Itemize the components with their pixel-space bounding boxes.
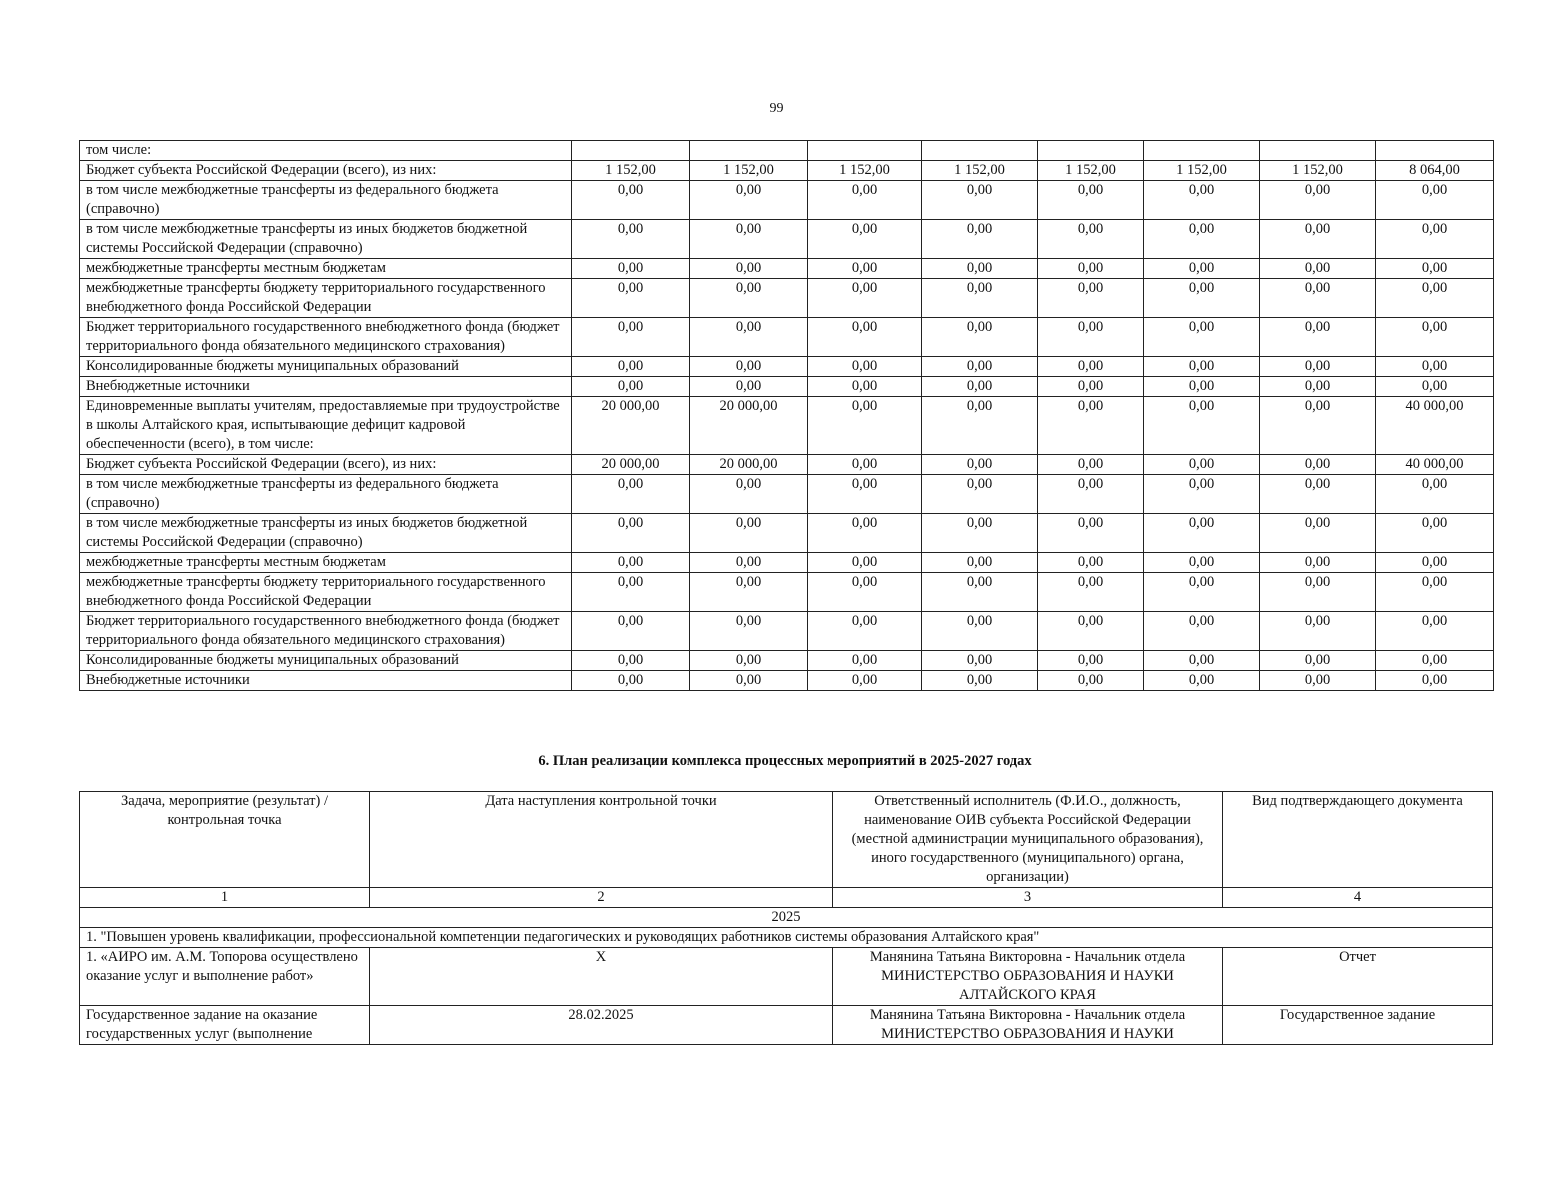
finance-value-cell: 0,00: [1144, 397, 1260, 455]
finance-value-cell: 0,00: [1260, 475, 1376, 514]
finance-value-cell: 0,00: [690, 357, 808, 377]
finance-value-cell: 0,00: [808, 651, 922, 671]
finance-value-cell: 0,00: [1260, 397, 1376, 455]
finance-value-cell: 1 152,00: [572, 161, 690, 181]
plan-row: [80, 1006, 1493, 1045]
finance-row-label: в том числе межбюджетные трансферты из федерального бюджета (справочно): [80, 475, 572, 514]
plan-cell-task: 1. «АИРО им. А.М. Топорова осуществлено оказание услуг и выполнение работ»: [80, 948, 370, 1006]
finance-row: [80, 377, 1494, 397]
finance-value-cell: 0,00: [572, 357, 690, 377]
finance-value-cell: 0,00: [690, 671, 808, 691]
finance-value-cell: 1 152,00: [808, 161, 922, 181]
finance-value-cell: 0,00: [1260, 318, 1376, 357]
finance-value-cell: 0,00: [690, 259, 808, 279]
column-number: 1: [80, 888, 370, 908]
finance-value-cell: 0,00: [1038, 553, 1144, 573]
finance-row-label: Внебюджетные источники: [80, 377, 572, 397]
finance-value-cell: 0,00: [572, 573, 690, 612]
finance-value-cell: 0,00: [572, 671, 690, 691]
finance-value-cell: 0,00: [808, 612, 922, 651]
finance-value-cell: [922, 141, 1038, 161]
finance-value-cell: [1376, 141, 1494, 161]
finance-row: [80, 651, 1494, 671]
responsible-name: Манянина Татьяна Викторовна - Начальник отдела: [869, 949, 1186, 965]
finance-value-cell: 0,00: [1038, 357, 1144, 377]
finance-value-cell: 0,00: [1144, 377, 1260, 397]
finance-value-cell: 0,00: [690, 181, 808, 220]
finance-value-cell: 0,00: [922, 651, 1038, 671]
finance-value-cell: 0,00: [1144, 612, 1260, 651]
finance-value-cell: 0,00: [690, 220, 808, 259]
responsible-org: МИНИСТЕРСТВО ОБРАЗОВАНИЯ И НАУКИ АЛТАЙСКОГО КРАЯ: [881, 968, 1174, 1003]
finance-value-cell: 0,00: [1144, 514, 1260, 553]
finance-value-cell: 0,00: [1144, 279, 1260, 318]
finance-value-cell: [690, 141, 808, 161]
year-cell: 2025: [80, 908, 1493, 928]
finance-row-label: том числе:: [80, 141, 572, 161]
finance-value-cell: 0,00: [690, 651, 808, 671]
finance-row-label: Бюджет территориального государственного внебюджетного фонда (бюджет территориального фонда обязательного медицинского страхования): [80, 612, 572, 651]
plan-cell-document: Отчет: [1223, 948, 1493, 1006]
finance-value-cell: 0,00: [690, 475, 808, 514]
finance-row-label: в том числе межбюджетные трансферты из иных бюджетов бюджетной системы Российской Федерации (справочно): [80, 514, 572, 553]
finance-value-cell: 20 000,00: [572, 397, 690, 455]
finance-value-cell: 0,00: [1376, 612, 1494, 651]
finance-row-label: Внебюджетные источники: [80, 671, 572, 691]
header-date: Дата наступления контрольной точки: [370, 792, 833, 888]
finance-value-cell: 0,00: [808, 455, 922, 475]
finance-value-cell: 0,00: [922, 357, 1038, 377]
finance-value-cell: 0,00: [1260, 181, 1376, 220]
finance-value-cell: 0,00: [1144, 220, 1260, 259]
finance-value-cell: 0,00: [1376, 259, 1494, 279]
finance-value-cell: 0,00: [808, 279, 922, 318]
finance-value-cell: 0,00: [1038, 377, 1144, 397]
finance-value-cell: 0,00: [1038, 671, 1144, 691]
finance-value-cell: 0,00: [1038, 259, 1144, 279]
finance-row: [80, 573, 1494, 612]
finance-value-cell: 0,00: [1144, 357, 1260, 377]
finance-row-label: межбюджетные трансферты местным бюджетам: [80, 553, 572, 573]
finance-value-cell: 0,00: [1038, 455, 1144, 475]
finance-row: [80, 553, 1494, 573]
finance-row: [80, 612, 1494, 651]
finance-value-cell: 0,00: [690, 377, 808, 397]
finance-value-cell: 0,00: [922, 279, 1038, 318]
finance-value-cell: 0,00: [1260, 553, 1376, 573]
finance-value-cell: 0,00: [1376, 318, 1494, 357]
finance-value-cell: 0,00: [1038, 279, 1144, 318]
finance-row-label: Бюджет территориального государственного внебюджетного фонда (бюджет территориального фонда обязательного медицинского страхования): [80, 318, 572, 357]
finance-row-label: Бюджет субъекта Российской Федерации (всего), из них:: [80, 161, 572, 181]
finance-row: [80, 671, 1494, 691]
finance-row: [80, 181, 1494, 220]
finance-value-cell: 0,00: [922, 220, 1038, 259]
finance-row: [80, 259, 1494, 279]
finance-value-cell: 0,00: [690, 553, 808, 573]
plan-cell-responsible: [833, 948, 1223, 1006]
header-document: Вид подтверждающего документа: [1223, 792, 1493, 888]
finance-value-cell: 0,00: [572, 651, 690, 671]
finance-value-cell: 0,00: [1144, 455, 1260, 475]
finance-value-cell: 0,00: [808, 553, 922, 573]
finance-row-label: межбюджетные трансферты местным бюджетам: [80, 259, 572, 279]
finance-value-cell: [1144, 141, 1260, 161]
finance-row-label: в том числе межбюджетные трансферты из иных бюджетов бюджетной системы Российской Федерации (справочно): [80, 220, 572, 259]
finance-row: [80, 514, 1494, 553]
finance-value-cell: 40 000,00: [1376, 397, 1494, 455]
finance-value-cell: 8 064,00: [1376, 161, 1494, 181]
finance-value-cell: 0,00: [1376, 573, 1494, 612]
finance-value-cell: 0,00: [1038, 651, 1144, 671]
task-cell: 1. "Повышен уровень квалификации, профессиональной компетенции педагогических и руководящих работников системы образования Алтайского края": [80, 928, 1493, 948]
finance-value-cell: 0,00: [1038, 514, 1144, 553]
finance-value-cell: 1 152,00: [690, 161, 808, 181]
finance-value-cell: 0,00: [1260, 455, 1376, 475]
plan-table: [79, 791, 1493, 1045]
finance-value-cell: [572, 141, 690, 161]
finance-value-cell: 0,00: [1260, 612, 1376, 651]
finance-row: [80, 141, 1494, 161]
plan-cell-date: X: [370, 948, 833, 1006]
responsible-org: МИНИСТЕРСТВО ОБРАЗОВАНИЯ И НАУКИ: [881, 1026, 1174, 1042]
finance-value-cell: 0,00: [572, 220, 690, 259]
finance-row-label: Единовременные выплаты учителям, предоставляемые при трудоустройстве в школы Алтайского края, испытывающие дефицит кадровой обеспеченности (всего), в том числе:: [80, 397, 572, 455]
finance-value-cell: 0,00: [572, 279, 690, 318]
finance-value-cell: 0,00: [690, 514, 808, 553]
finance-value-cell: 0,00: [572, 318, 690, 357]
finance-value-cell: 0,00: [1144, 318, 1260, 357]
finance-value-cell: 0,00: [1260, 220, 1376, 259]
header-task: Задача, мероприятие (результат) / контрольная точка: [80, 792, 370, 888]
finance-value-cell: 0,00: [1376, 514, 1494, 553]
page-number: 99: [769, 101, 784, 116]
finance-row: [80, 455, 1494, 475]
finance-value-cell: [1038, 141, 1144, 161]
finance-value-cell: 0,00: [1144, 671, 1260, 691]
finance-value-cell: 0,00: [1260, 377, 1376, 397]
finance-value-cell: 20 000,00: [572, 455, 690, 475]
finance-value-cell: 0,00: [808, 181, 922, 220]
finance-value-cell: 0,00: [690, 318, 808, 357]
finance-row-label: межбюджетные трансферты бюджету территориального государственного внебюджетного фонда Российской Федерации: [80, 279, 572, 318]
finance-value-cell: 0,00: [808, 397, 922, 455]
column-number: 3: [833, 888, 1223, 908]
finance-value-cell: 0,00: [922, 318, 1038, 357]
finance-value-cell: 0,00: [808, 259, 922, 279]
finance-value-cell: 0,00: [1260, 259, 1376, 279]
section-title: 6. План реализации комплекса процессных мероприятий в 2025-2027 годах: [538, 753, 1032, 769]
finance-value-cell: 0,00: [1376, 553, 1494, 573]
finance-value-cell: [808, 141, 922, 161]
plan-task-row: [80, 928, 1493, 948]
finance-value-cell: 0,00: [922, 377, 1038, 397]
finance-row-label: Консолидированные бюджеты муниципальных образований: [80, 357, 572, 377]
finance-value-cell: 0,00: [1038, 475, 1144, 514]
finance-value-cell: 0,00: [1144, 181, 1260, 220]
finance-row: [80, 357, 1494, 377]
finance-value-cell: 0,00: [808, 377, 922, 397]
finance-value-cell: 0,00: [1376, 671, 1494, 691]
finance-value-cell: 0,00: [572, 259, 690, 279]
finance-value-cell: 0,00: [690, 612, 808, 651]
plan-number-row: [80, 888, 1493, 908]
finance-value-cell: 0,00: [808, 318, 922, 357]
finance-value-cell: 0,00: [922, 514, 1038, 553]
finance-value-cell: 0,00: [572, 475, 690, 514]
finance-value-cell: 0,00: [1376, 377, 1494, 397]
finance-value-cell: 0,00: [922, 181, 1038, 220]
finance-value-cell: 0,00: [1038, 573, 1144, 612]
finance-value-cell: 0,00: [1038, 397, 1144, 455]
finance-value-cell: [1260, 141, 1376, 161]
finance-value-cell: 0,00: [1260, 573, 1376, 612]
finance-row: [80, 279, 1494, 318]
finance-value-cell: 0,00: [1038, 612, 1144, 651]
finance-row-label: Консолидированные бюджеты муниципальных образований: [80, 651, 572, 671]
finance-value-cell: 0,00: [808, 357, 922, 377]
finance-table: [79, 140, 1494, 691]
finance-value-cell: 40 000,00: [1376, 455, 1494, 475]
column-number: 4: [1223, 888, 1493, 908]
finance-value-cell: 0,00: [808, 514, 922, 553]
plan-row: [80, 948, 1493, 1006]
plan-cell-date: 28.02.2025: [370, 1006, 833, 1045]
finance-row-label: в том числе межбюджетные трансферты из федерального бюджета (справочно): [80, 181, 572, 220]
finance-value-cell: 0,00: [572, 181, 690, 220]
plan-year-row: [80, 908, 1493, 928]
finance-value-cell: 0,00: [1260, 651, 1376, 671]
finance-value-cell: 0,00: [922, 573, 1038, 612]
finance-value-cell: 0,00: [572, 377, 690, 397]
finance-value-cell: 20 000,00: [690, 455, 808, 475]
finance-value-cell: 0,00: [808, 220, 922, 259]
finance-row-label: межбюджетные трансферты бюджету территориального государственного внебюджетного фонда Российской Федерации: [80, 573, 572, 612]
responsible-name: Манянина Татьяна Викторовна - Начальник отдела: [869, 1007, 1186, 1023]
finance-value-cell: 0,00: [808, 573, 922, 612]
finance-value-cell: 0,00: [808, 671, 922, 691]
finance-value-cell: 0,00: [922, 259, 1038, 279]
plan-header-row: [80, 792, 1493, 888]
finance-value-cell: 0,00: [1038, 220, 1144, 259]
finance-value-cell: 0,00: [1376, 357, 1494, 377]
finance-value-cell: 0,00: [1260, 279, 1376, 318]
finance-value-cell: 0,00: [922, 475, 1038, 514]
header-responsible: Ответственный исполнитель (Ф.И.О., должность, наименование ОИВ субъекта Российской Федерации (местной администрации муниципального образования), иного государственного (муниципального) органа, организации): [833, 792, 1223, 888]
finance-value-cell: 1 152,00: [1038, 161, 1144, 181]
finance-value-cell: 0,00: [1260, 514, 1376, 553]
finance-value-cell: 20 000,00: [690, 397, 808, 455]
finance-value-cell: 0,00: [572, 553, 690, 573]
finance-value-cell: 0,00: [1038, 181, 1144, 220]
column-number: 2: [370, 888, 833, 908]
finance-value-cell: 1 152,00: [1260, 161, 1376, 181]
finance-value-cell: 0,00: [1376, 651, 1494, 671]
finance-row: [80, 220, 1494, 259]
finance-value-cell: 0,00: [1376, 181, 1494, 220]
finance-value-cell: 0,00: [922, 455, 1038, 475]
finance-value-cell: 0,00: [1038, 318, 1144, 357]
finance-row: [80, 397, 1494, 455]
finance-value-cell: 0,00: [1144, 259, 1260, 279]
finance-value-cell: 1 152,00: [1144, 161, 1260, 181]
finance-value-cell: 0,00: [1144, 573, 1260, 612]
finance-row-label: Бюджет субъекта Российской Федерации (всего), из них:: [80, 455, 572, 475]
finance-value-cell: 0,00: [1144, 475, 1260, 514]
plan-cell-responsible: [833, 1006, 1223, 1045]
finance-row: [80, 318, 1494, 357]
finance-value-cell: 0,00: [1144, 651, 1260, 671]
finance-value-cell: 0,00: [922, 553, 1038, 573]
finance-value-cell: 0,00: [922, 612, 1038, 651]
finance-value-cell: 0,00: [1144, 553, 1260, 573]
finance-value-cell: 0,00: [1260, 671, 1376, 691]
finance-value-cell: 1 152,00: [922, 161, 1038, 181]
finance-value-cell: 0,00: [922, 397, 1038, 455]
finance-value-cell: 0,00: [1376, 279, 1494, 318]
finance-value-cell: 0,00: [808, 475, 922, 514]
finance-value-cell: 0,00: [922, 671, 1038, 691]
plan-cell-document: Государственное задание: [1223, 1006, 1493, 1045]
plan-cell-task: Государственное задание на оказание государственных услуг (выполнение: [80, 1006, 370, 1045]
finance-value-cell: 0,00: [1260, 357, 1376, 377]
finance-value-cell: 0,00: [1376, 220, 1494, 259]
finance-value-cell: 0,00: [572, 514, 690, 553]
finance-value-cell: 0,00: [1376, 475, 1494, 514]
finance-row: [80, 161, 1494, 181]
finance-value-cell: 0,00: [572, 612, 690, 651]
finance-value-cell: 0,00: [690, 573, 808, 612]
finance-value-cell: 0,00: [690, 279, 808, 318]
finance-row: [80, 475, 1494, 514]
